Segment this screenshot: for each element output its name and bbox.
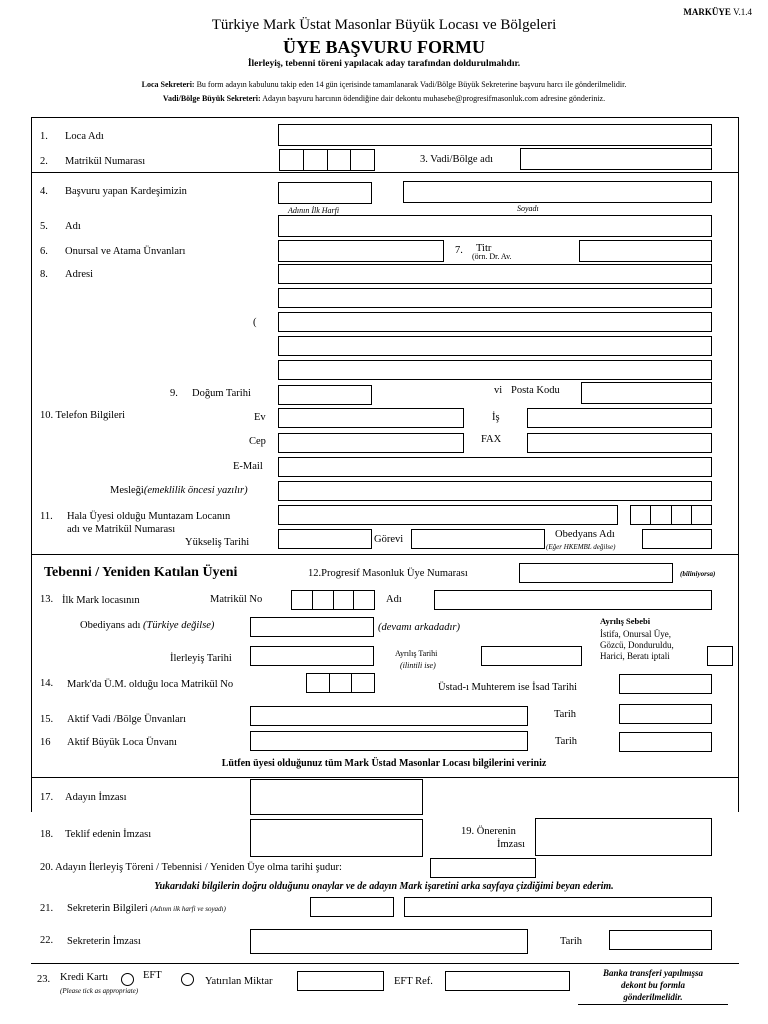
f8-number: 8. (40, 269, 48, 280)
leave-options-3: Harici, Beratı iptali (600, 651, 670, 661)
valley-name-input[interactable] (520, 148, 712, 170)
note-valley-secretary (0, 95, 768, 103)
valley-name-label: 3. Vadi/Bölge adı (420, 154, 494, 165)
eft-ref-label: EFT Ref. (394, 976, 433, 987)
credit-card-label: Kredi Kartı (60, 972, 109, 983)
f22-date-label: Tarih (560, 936, 583, 947)
master-lodge-label: Mark'da Ü.M. olduğu loca Matrikül No (67, 679, 234, 690)
honorific-label: Titr (476, 243, 492, 254)
f16-date-input[interactable] (619, 732, 712, 752)
mobile-input[interactable] (278, 433, 464, 453)
leave-date-label: Ayrılış Tarihi (395, 649, 438, 658)
install-date-input[interactable] (619, 674, 712, 694)
proposer-signature-box[interactable] (250, 819, 423, 857)
first-name-input[interactable] (278, 215, 712, 237)
postal-code-input[interactable] (581, 382, 712, 404)
honorific-input[interactable] (579, 240, 712, 262)
raise-date-input[interactable] (278, 529, 372, 549)
f21-number: 21. (40, 903, 54, 914)
version-number: V.1.4 (733, 7, 752, 17)
email-input[interactable] (278, 457, 712, 477)
obedience-name-hint: (Türkiye değilse) (143, 620, 215, 631)
leave-date-hint: (ilintili ise) (400, 661, 436, 670)
secretary-initial-input[interactable] (310, 897, 394, 917)
f15-number: 15. (40, 714, 54, 725)
address-line-5[interactable] (278, 360, 712, 380)
email-label: E-Mail (233, 461, 263, 472)
declaration-text: Yukarıdaki bilgilerin doğru olduğunu onaylar ve de adayın Mark işaretini arka sayfaya çizdiğimi beyan ederim. (154, 881, 614, 892)
progress-date-label: İlerleyiş Tarihi (170, 653, 232, 664)
active-valley-titles-label: Aktif Vadi /Bölge Ünvanları (67, 714, 187, 725)
obedience-input[interactable] (642, 529, 712, 549)
eft-ref-input[interactable] (445, 971, 570, 991)
divider-1 (31, 172, 739, 173)
frame-left (31, 117, 32, 812)
duty-label: Görevi (374, 534, 404, 545)
leave-options-1: İstifa, Onursal Üye, (600, 629, 671, 639)
surname-input[interactable] (403, 181, 712, 203)
pm-member-number-input[interactable] (519, 563, 673, 583)
note1-label: Loca Sekreteri: (141, 80, 195, 89)
master-lodge-matric-input[interactable] (306, 673, 375, 693)
divider-2 (31, 554, 739, 555)
frame-right (738, 117, 739, 812)
proposer-signature-label: Teklif edenin İmzası (65, 829, 152, 840)
f1-number: 1. (40, 131, 48, 142)
f18-number: 18. (40, 829, 54, 840)
postal-code-label: Posta Kodu (511, 385, 560, 396)
note2-text: Adayın başvuru harcının ödendiğine dair dekontu muhasebe@progresifmasonluk.com adresine gönderiniz. (262, 94, 606, 103)
occupation-label (110, 486, 248, 497)
work-phone-label: İş (492, 412, 500, 423)
f4-number: 4. (40, 186, 48, 197)
obedience-name-text: Obediyans adı (80, 620, 141, 631)
form-version (683, 8, 752, 17)
fax-input[interactable] (527, 433, 712, 453)
tick-hint: (Please tick as appropriate) (60, 987, 139, 995)
leave-date-input[interactable] (481, 646, 582, 666)
duty-input[interactable] (411, 529, 545, 549)
applicant-label: Başvuru yapan Kardeşimizin (65, 186, 187, 197)
titles-input[interactable] (278, 240, 444, 262)
f22-number: 22. (40, 935, 54, 946)
eft-label: EFT (143, 970, 162, 981)
lodge-info-notice: Lütfen üyesi olduğunuz tüm Mark Üstad Masonlar Locası bilgilerini veriniz (221, 758, 547, 769)
initial-caption: Adının İlk Harfi (288, 206, 340, 215)
seconder-signature-box[interactable] (535, 818, 712, 856)
birthdate-label: Doğum Tarihi (192, 388, 251, 399)
f7-number: 7. (455, 245, 463, 256)
secretary-info-hint: (Adının ilk harfi ve soyadı) (150, 905, 226, 913)
secretary-info-text: Sekreterin Bilgileri (67, 903, 148, 914)
amount-input[interactable] (297, 971, 384, 991)
credit-card-radio[interactable] (121, 973, 134, 986)
grand-lodge-title-label: Aktif Büyük Loca Ünvanı (67, 737, 177, 748)
divider-4 (31, 963, 739, 964)
bank-note-underline (578, 1004, 728, 1005)
matriculation-input[interactable] (279, 149, 375, 171)
raise-date-label: Yükseliş Tarihi (185, 537, 250, 548)
leave-reason-label: Ayrılış Sebebi (600, 616, 651, 626)
current-lodge-input[interactable] (278, 505, 618, 525)
f15-date-input[interactable] (619, 704, 712, 724)
form-subtitle: İlerleyiş, tebenni töreni yapılacak aday tarafından doldurulmalıdır. (247, 59, 521, 69)
home-phone-input[interactable] (278, 408, 464, 428)
occupation-text: Mesleği (110, 485, 144, 496)
f22-date-input[interactable] (609, 930, 712, 950)
candidate-signature-label: Adayın İmzası (65, 792, 127, 803)
f17-number: 17. (40, 792, 54, 803)
ceremony-date-input[interactable] (430, 858, 536, 878)
home-phone-label: Ev (254, 412, 266, 423)
honorific-hint: (örn. Dr. Av. (472, 252, 512, 261)
first-mark-name-input[interactable] (434, 590, 712, 610)
secretary-signature-label: Sekreterin İmzası (67, 936, 141, 947)
f5-number: 5. (40, 221, 48, 232)
vi-mark: vi (494, 385, 503, 396)
titles-label: Onursal ve Atama Ünvanları (65, 246, 186, 257)
birthdate-input[interactable] (278, 385, 372, 405)
work-phone-input[interactable] (527, 408, 712, 428)
address-line-1[interactable] (278, 264, 712, 284)
first-mark-name-label: Adı (386, 594, 402, 605)
f13-number: 13. (40, 594, 54, 605)
lodge-name-input[interactable] (278, 124, 712, 146)
f9-number: 9. (170, 388, 178, 399)
current-lodge-matric-input[interactable] (630, 505, 712, 525)
eft-radio[interactable] (181, 973, 194, 986)
mobile-label: Cep (249, 436, 266, 447)
occupation-hint: (emeklilik öncesi yazılır) (143, 485, 248, 496)
grand-lodge-title-input[interactable] (250, 731, 528, 751)
secretary-info-label (67, 904, 226, 915)
progress-date-input[interactable] (250, 646, 374, 666)
first-mark-lodge-label: İlk Mark locasının (62, 595, 140, 606)
note1-text: Bu form adayın kabulunu takip eden 14 gün içerisinde tamamlanarak Vadi/Bölge Büyük Sekreterine başvuru harcı ile gönderilmelidir. (196, 80, 627, 89)
address-line-3[interactable] (278, 312, 712, 332)
continued-note: (devamı arkadadır) (378, 622, 460, 633)
obedience-name-input[interactable] (250, 617, 374, 637)
f15-date-label: Tarih (554, 709, 577, 720)
frame-top (31, 117, 739, 118)
surname-caption: Soyadı (517, 204, 539, 213)
f2-number: 2. (40, 156, 48, 167)
matriculation-label: Matrikül Numarası (65, 156, 146, 167)
f16-date-label: Tarih (555, 736, 578, 747)
paren-mark: ( (253, 317, 257, 328)
initial-input[interactable] (278, 182, 372, 204)
bank-note-3: gönderilmelidir. (623, 992, 683, 1002)
f11-number: 11. (40, 511, 53, 522)
occupation-input[interactable] (278, 481, 712, 501)
first-name-label: Adı (65, 221, 81, 232)
bank-note-1: Banka transferi yapılmışsa (602, 968, 703, 978)
first-mark-matric-input[interactable] (291, 590, 375, 610)
seconder-label: 19. Önerenin (461, 826, 516, 837)
address-line-4[interactable] (278, 336, 712, 356)
pm-member-number-hint: (biliniyorsa) (680, 570, 716, 578)
f6-number: 6. (40, 246, 48, 257)
fax-label: FAX (481, 434, 502, 445)
amount-label: Yatırılan Miktar (205, 976, 273, 987)
obedience-hint: (Eğer HKEMBL değilse) (546, 543, 616, 551)
phone-label: 10. Telefon Bilgileri (40, 410, 126, 421)
rejoining-heading: Tebenni / Yeniden Katılan Üyeni (44, 565, 238, 580)
seconder-label-2: İmzası (497, 839, 525, 850)
version-brand: MARKÜYE (683, 7, 731, 17)
f14-number: 14. (40, 678, 54, 689)
address-label: Adresi (65, 269, 93, 280)
active-valley-titles-input[interactable] (250, 706, 528, 726)
obedience-label: Obedyans Adı (555, 529, 615, 540)
install-date-label: Üstad-ı Muhterem ise İsad Tarihi (438, 682, 578, 693)
secretary-signature-box[interactable] (250, 929, 528, 954)
bank-note-2: dekont bu formla (620, 980, 685, 990)
pm-member-number-label: 12.Progresif Masonluk Üye Numarası (308, 568, 468, 579)
note-lodge-secretary (0, 81, 768, 89)
f23-number: 23. (37, 974, 51, 985)
matric-no-label: Matrikül No (210, 594, 263, 605)
current-lodge-label-2: adı ve Matrikül Numarası (67, 524, 176, 535)
divider-3 (31, 777, 739, 778)
secretary-surname-input[interactable] (404, 897, 712, 917)
f16-number: 16 (40, 737, 51, 748)
form-org-title: Türkiye Mark Üstat Masonlar Büyük Locası ve Bölgeleri (211, 17, 557, 33)
current-lodge-label-1: Hala Üyesi olduğu Muntazam Locanın (67, 511, 231, 522)
leave-reason-input[interactable] (707, 646, 733, 666)
candidate-signature-box[interactable] (250, 779, 423, 815)
obedience-name-label (80, 621, 214, 632)
lodge-name-label: Loca Adı (65, 131, 104, 142)
form-title: ÜYE BAŞVURU FORMU (283, 37, 485, 57)
note2-label: Vadi/Bölge Büyük Sekreteri: (162, 94, 261, 103)
address-line-2[interactable] (278, 288, 712, 308)
leave-options-2: Gözcü, Donduruldu, (600, 640, 674, 650)
ceremony-date-label: 20. Adayın İlerleyiş Töreni / Tebennisi / Yeniden Üye olma tarihi şudur: (40, 862, 342, 873)
